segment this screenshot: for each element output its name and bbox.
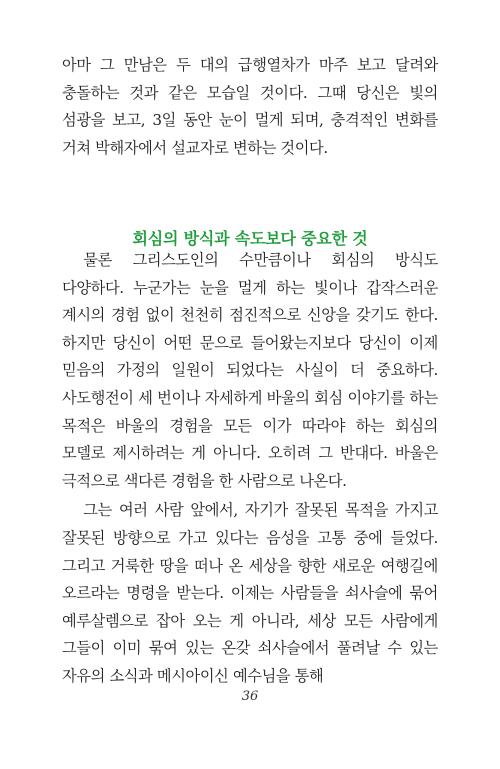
section-heading: 회심의 방식과 속도보다 중요한 것 (132, 229, 368, 248)
paragraph: 그는 여러 사람 앞에서, 자기가 잘못된 목적을 가지고 잘못된 방향으로 가고 있다는 음성을 고통 중에 들었다. 그리고 거룩한 땅을 떠나 온 세상을 향한 새로운 여행길에 오르라는 명령을 받는다. 이제는 사람들을 쇠사슬에 묶어 예루살렘으로 잡아 오는 게 아니라, 세상 모든 사람에게 그들이 이미 묶여 있는 온갖 쇠사슬에서 풀려날 수 있는 자유의 소식과 메시아이신 예수님을 통해 (62, 501, 438, 685)
paragraph: 물론 그리스도인의 수만큼이나 회심의 방식도 다양하다. 누군가는 눈을 멀게 하는 빛이나 갑작스러운 계시의 경험 없이 천천히 점진적으로 신앙을 갖기도 한다. 하지만 당신이 어떤 문으로 들어왔는지보다 당신이 이제 믿음의 가정의 일원이 되었다는 사실이 더 중요하다. 사도행전이 세 번이나 자세하게 바울의 회심 이야기를 하는 목적은 바울의 경험을 모든 이가 따라야 하는 회심의 모델로 제시하려는 게 아니다. 오히려 그 반대다. 바울은 극적으로 색다른 경험을 한 사람으로 나온다. (62, 251, 438, 490)
page-number: 36 (241, 689, 259, 704)
section-body (62, 247, 438, 691)
opening-text-block (62, 52, 438, 162)
paragraph: 아마 그 만남은 두 대의 급행열차가 마주 보고 달려와 충돌하는 것과 같은 모습일 것이다. 그때 당신은 빛의 섬광을 보고, 3일 동안 눈이 멀게 되며, 충격적인 변화를 거쳐 박해자에서 설교자로 변하는 것이다. (62, 56, 438, 157)
